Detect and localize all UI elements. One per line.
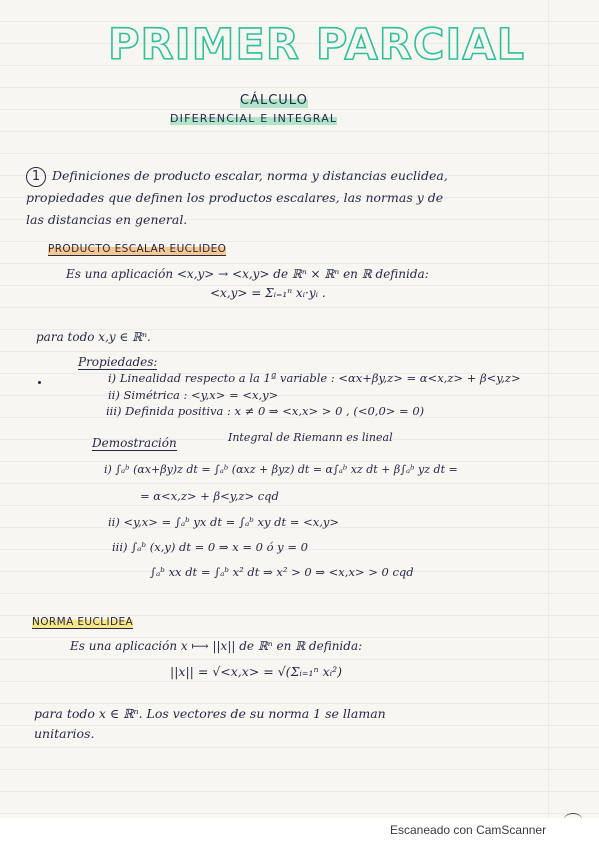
demo-line-2: = α<x,z> + β<y,z> cqd xyxy=(140,489,279,503)
subtitle-calculo xyxy=(240,93,308,108)
exercise-line-1: Definiciones de producto escalar, norma y distancias euclidea, xyxy=(52,168,448,183)
page-fold xyxy=(548,0,549,818)
producto-intro: Es una aplicación <x,y> → <x,y> de ℝⁿ × ℝⁿ en ℝ definida: xyxy=(66,267,429,281)
norma-intro: Es una aplicación x ⟼ ||x|| de ℝⁿ en ℝ definida: xyxy=(70,639,363,653)
subtitle-diferencial xyxy=(170,112,337,125)
section-heading-producto-escalar-text: PRODUCTO ESCALAR EUCLIDEO xyxy=(48,243,227,255)
subtitle-calculo-text: CÁLCULO xyxy=(240,93,308,108)
demo-line-3: ii) <y,x> = ∫ₐᵇ yx dt = ∫ₐᵇ xy dt = <x,y> xyxy=(108,515,339,529)
exercise-line-3: las distancias en general. xyxy=(26,212,188,227)
page-corner-curl-icon xyxy=(564,813,582,826)
subtitle-diferencial-text: DIFERENCIAL E INTEGRAL xyxy=(170,112,338,125)
demo-line-4: iii) ∫ₐᵇ (x,y) dt = 0 ⇒ x = 0 ó y = 0 xyxy=(112,540,308,554)
margin-dot xyxy=(38,381,41,384)
demostracion-note: Integral de Riemann es lineal xyxy=(228,431,393,444)
norma-line-2: unitarios. xyxy=(34,726,95,741)
propiedad-item-3: iii) Definida positiva : x ≠ 0 ⇒ <x,x> > 0 , (<0,0> = 0) xyxy=(106,404,425,418)
page-title: PRIMER PARCIAL xyxy=(108,20,526,70)
exercise-line-2: propiedades que definen los productos escalares, las normas y de xyxy=(26,190,444,205)
section-heading-norma-text: NORMA EUCLIDEA xyxy=(32,616,134,628)
demo-line-1: i) ∫ₐᵇ (αx+βy)z dt = ∫ₐᵇ (αxz + βyz) dt = α∫ₐᵇ xz dt + β∫ₐᵇ yz dt = xyxy=(104,463,458,476)
propiedad-item-1: i) Linealidad respecto a la 1ª variable : <αx+βy,z> = α<x,z> + β<y,z> xyxy=(108,371,521,385)
norma-line-1: para todo x ∈ ℝⁿ. Los vectores de su norma 1 se llaman xyxy=(34,706,386,721)
exercise-number-badge: 1 xyxy=(26,167,46,187)
demo-line-5: ∫ₐᵇ xx dt = ∫ₐᵇ x² dt ⇒ x² > 0 ⇒ <x,x> > 0 cqd xyxy=(150,565,414,579)
demostracion-heading: Demostración xyxy=(92,436,177,450)
producto-forall: para todo x,y ∈ ℝⁿ. xyxy=(36,330,151,344)
propiedades-heading: Propiedades: xyxy=(78,355,158,369)
scanner-watermark: Escaneado con CamScanner xyxy=(390,823,547,837)
section-heading-producto-escalar xyxy=(48,243,226,255)
producto-formula: <x,y> = Σᵢ₌₁ⁿ xᵢ·yᵢ . xyxy=(210,286,326,300)
propiedad-item-2: ii) Simétrica : <y,x> = <x,y> xyxy=(108,388,279,402)
section-heading-norma xyxy=(32,616,133,628)
norma-formula: ||x|| = √<x,x> = √(Σᵢ₌₁ⁿ xᵢ²) xyxy=(170,664,343,679)
